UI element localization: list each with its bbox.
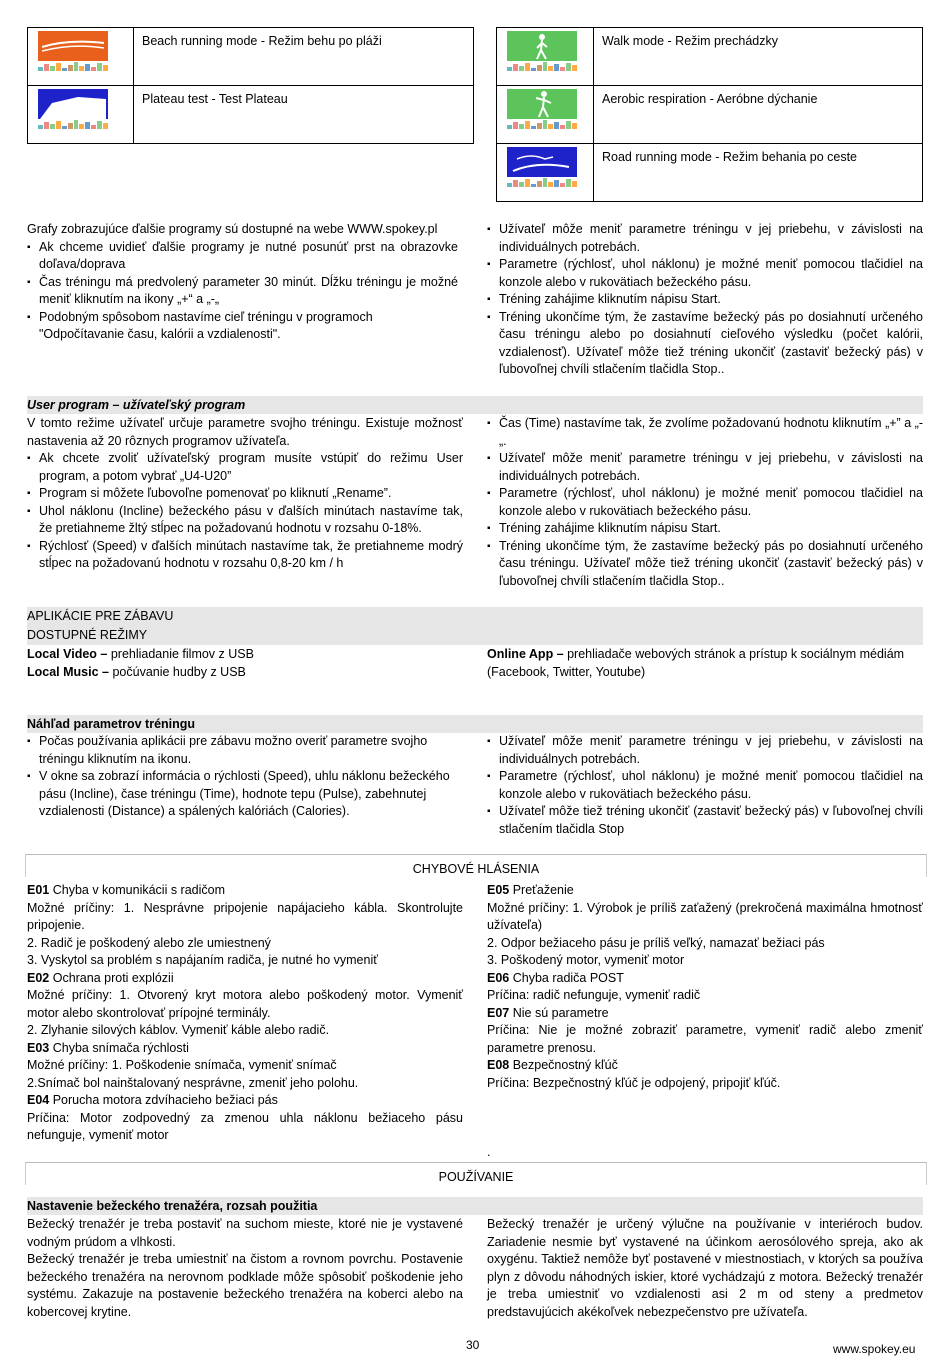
user-program-left-list bbox=[27, 450, 463, 573]
list-item: ▪ Tréning zahájime kliknutím nápisu Start. bbox=[487, 291, 923, 309]
usage-paragraph: Bežecký trenažér je určený výlučne na používanie v interiéroch budov. Zariadenie nesmie byť vystavené na účinkom aerosólového spreja, ako ak oxygénu. Taktiež nemôže byť postavené v miestnostiach, v ktorých sa používa plyn z dôvodu náhodných iskier, ktoré vychádzajú z motora. Bežecký trenažér je treba umiestniť vo vzdialenosti asi 2 m od steny a predmetov predstavujúcich akékoľvek nebezpečenstvo pre užívateľa. bbox=[487, 1217, 923, 1319]
error-text: 2. Zlyhanie silových káblov. Vymeniť káble alebo radič. bbox=[27, 1023, 330, 1037]
error-text: 2.Snímač bol nainštalovaný nesprávne, zmeniť jeho polohu. bbox=[27, 1075, 359, 1090]
preview-right-column bbox=[487, 733, 923, 838]
online-app-line bbox=[487, 646, 923, 681]
error-line bbox=[27, 882, 463, 900]
mode-label-road: Road running mode - Režim behania po ceste bbox=[594, 144, 923, 202]
intro-left-list bbox=[27, 239, 458, 344]
preview-right-list bbox=[487, 733, 923, 838]
page-number: 30 bbox=[466, 1338, 480, 1352]
list-item: ▪ Uhol náklonu (Incline) bežeckého pásu v ďalších minútach nastavíme tak, že pretiahneme žltý stĺpec na požadovanú hodnotu v rozsahu 0-18%. bbox=[27, 503, 463, 538]
error-line bbox=[487, 882, 923, 900]
local-music-name: Local Music – bbox=[27, 664, 109, 679]
intro-right-list bbox=[487, 221, 923, 379]
apps-subheading: DOSTUPNÉ REŽIMY bbox=[27, 626, 923, 645]
error-code: E06 bbox=[487, 970, 510, 985]
mode-icon-cell bbox=[497, 144, 594, 202]
error-text: Príčina: Nie je možné zobraziť parametre, vymeniť radič alebo zmeniť parametre prenosu. bbox=[487, 1023, 923, 1055]
list-item: ▪ Tréning ukončíme tým, že zastavíme bežecký pás po dosiahnutí určeného času tréningu. Užívateľ môže tiež tréning ukončiť (zastaviť bežecký pás) v ľubovoľnej chvíli stlačením tlačidla Stop.. bbox=[487, 538, 923, 591]
list-item: ▪ Užívateľ môže meniť parametre tréningu v jej priebehu, v závislosti na individuálnych potrebách. bbox=[487, 221, 923, 256]
usage-heading: POUŽÍVANIE bbox=[25, 1162, 927, 1185]
list-item: ▪ Užívateľ môže tiež tréning ukončiť (zastaviť bežecký pás) v ľubovoľnej chvíli stlačením tlačidla Stop bbox=[487, 803, 923, 838]
mode-label-aerobic: Aerobic respiration - Aeróbne dýchanie bbox=[594, 86, 923, 144]
error-text: Možné príčiny: 1. Nesprávne pripojenie napájacieho kábla. Skontrolujte pripojenie. bbox=[27, 900, 463, 932]
aerobic-icon bbox=[507, 89, 577, 129]
usage-left-column bbox=[27, 1216, 463, 1321]
error-text: Príčina: radič nefunguje, vymeniť radič bbox=[487, 988, 701, 1002]
mode-icon-cell bbox=[28, 86, 134, 144]
mode-label-walk: Walk mode - Režim prechádzky bbox=[594, 28, 923, 86]
error-name: Chyba v komunikácii s radičom bbox=[49, 883, 226, 897]
list-item: ▪ Program si môžete ľubovoľne pomenovať po kliknutí „Rename”. bbox=[27, 485, 463, 503]
errors-right-column bbox=[487, 882, 923, 1092]
error-text: Príčina: Motor zodpovedný za zmenou uhla náklonu bežiaceho pásu nefunguje, vymeniť motor bbox=[27, 1110, 463, 1142]
local-video-desc: prehliadanie filmov z USB bbox=[107, 647, 254, 661]
usage-paragraph: Bežecký trenažér je treba umiestniť na čistom a rovnom povrchu. Postavenie bežeckého trenažéra na nerovnom podklade môže spôsobiť poškodenie jeho systému. Zakazuje na postavenie bežeckého trenažéra na koberci alebo na kobercovej krytine. bbox=[27, 1252, 463, 1319]
usage-subheading: Nastavenie bežeckého trenažéra, rozsah použitia bbox=[27, 1197, 923, 1215]
error-name: Porucha motora zdvíhacieho bežiaci pás bbox=[49, 1093, 278, 1107]
error-code: E02 bbox=[27, 970, 50, 985]
apps-right-column bbox=[487, 646, 923, 681]
list-item: ▪ Tréning zahájime kliknutím nápisu Start. bbox=[487, 520, 923, 538]
mode-label-plateau: Plateau test - Test Plateau bbox=[134, 86, 474, 144]
local-video-name: Local Video – bbox=[27, 647, 108, 661]
error-text: 2. Odpor bežiaceho pásu je príliš veľký, namazať bežiaci pás bbox=[487, 935, 825, 950]
mode-icon-cell bbox=[497, 86, 594, 144]
list-item: ▪ V okne sa zobrazí informácia o rýchlosti (Speed), uhlu náklonu bežeckého pásu (Incline), čase tréningu (Time), hodnote tepu (Pulse), zabehnutej vzdialenosti (Distance) a spálených kalóriách (Calories). bbox=[27, 768, 463, 821]
list-item: ▪ Čas tréningu má predvolený parameter 30 minút. Dĺžku tréningu je možné meniť kliknutím na ikony „+“ a „-„ bbox=[27, 274, 458, 309]
list-item: ▪ Užívateľ môže meniť parametre tréningu v jej priebehu, v závislosti na individuálnych potrebách. bbox=[487, 450, 923, 485]
error-line bbox=[487, 1057, 923, 1075]
user-program-paragraph: V tomto režime užívateľ určuje parametre svojho tréningu. Existuje možnosť nastavenia až 20 rôznych programov užívateľa. bbox=[27, 416, 463, 448]
error-text: 3. Vyskytol sa problém s napájaním radiča, je nutné ho vymeniť bbox=[27, 953, 378, 967]
preview-heading: Náhľad parametrov tréningu bbox=[27, 715, 923, 733]
error-line bbox=[487, 970, 923, 988]
list-item: ▪ Rýchlosť (Speed) v ďalších minútach nastavíme tak, že pretiahneme modrý stĺpec na požadovanú hodnotu v rozsahu 0,8-20 km / h bbox=[27, 538, 463, 573]
error-code: E01 bbox=[27, 883, 50, 897]
list-item: ▪ Počas používania aplikácii pre zábavu možno overiť parametre svojho tréningu kliknutím na ikonu. bbox=[27, 733, 463, 768]
error-text: Príčina: Bezpečnostný kľúč je odpojený, pripojiť kľúč. bbox=[487, 1075, 781, 1090]
error-name: Ochrana proti explózii bbox=[49, 970, 174, 985]
user-program-heading: User program – užívateľský program bbox=[27, 396, 923, 414]
error-code: E07 bbox=[487, 1005, 510, 1020]
error-name: Nie sú parametre bbox=[509, 1005, 609, 1020]
list-item: ▪ Čas (Time) nastavíme tak, že zvolíme požadovanú hodnotu kliknutím „+” a „-„. bbox=[487, 415, 923, 450]
preview-left-column bbox=[27, 733, 463, 821]
list-item: ▪ Parametre (rýchlosť, uhol náklonu) je možné meniť pomocou tlačidiel na konzole alebo v rukovätiach bežeckého pásu. bbox=[487, 256, 923, 291]
user-program-left-column bbox=[27, 415, 463, 573]
error-text: Možné príčiny: 1. Poškodenie snímača, vymeniť snímač bbox=[27, 1058, 337, 1072]
error-name: Preťaženie bbox=[509, 883, 574, 897]
error-name: Bezpečnostný kľúč bbox=[509, 1058, 618, 1072]
modes-table-right bbox=[496, 27, 923, 202]
user-program-right-column bbox=[487, 415, 923, 590]
mode-icon-cell bbox=[28, 28, 134, 86]
apps-left-column bbox=[27, 646, 463, 681]
list-item: ▪ Ak chceme uvidieť ďalšie programy je nutné posunúť prst na obrazovke doľava/doprava bbox=[27, 239, 458, 274]
intro-right-column bbox=[487, 221, 923, 379]
errors-heading: CHYBOVÉ HLÁSENIA bbox=[25, 854, 927, 877]
list-item: ▪ Ak chcete zvoliť užívateľský program musíte vstúpiť do režimu User program, a potom vybrať „U4-U20” bbox=[27, 450, 463, 485]
list-item: ▪ Podobným spôsobom nastavíme cieľ tréningu v programoch "Odpočítavanie času, kalórii a vzdialenosti". bbox=[27, 309, 458, 344]
error-line bbox=[27, 970, 463, 988]
plateau-icon bbox=[38, 89, 108, 129]
list-item: ▪ Parametre (rýchlosť, uhol náklonu) je možné meniť pomocou tlačidiel na konzole alebo v rukovätiach bežeckého pásu. bbox=[487, 768, 923, 803]
usage-paragraph: Bežecký trenažér je treba postaviť na suchom mieste, ktoré nie je vystavené vodným prúdom a vlhkosti. bbox=[27, 1217, 463, 1249]
error-code: E08 bbox=[487, 1058, 510, 1072]
error-name: Chyba radiča POST bbox=[509, 970, 624, 985]
apps-heading: APLIKÁCIE PRE ZÁBAVU bbox=[27, 607, 923, 626]
error-text: 3. Poškodený motor, vymeniť motor bbox=[487, 953, 685, 967]
intro-paragraph: Grafy zobrazujúce ďalšie programy sú dostupné na webe WWW.spokey.pl bbox=[27, 222, 438, 236]
online-app-name: Online App – bbox=[487, 647, 564, 661]
error-text: Možné príčiny: 1. Výrobok je príliš zaťažený (prekročená maximálna hmotnosť užívateľa) bbox=[487, 900, 923, 932]
error-line bbox=[487, 1005, 923, 1023]
preview-left-list bbox=[27, 733, 463, 821]
local-music-desc: počúvanie hudby z USB bbox=[108, 664, 246, 679]
user-program-right-list bbox=[487, 415, 923, 590]
error-code: E03 bbox=[27, 1040, 50, 1055]
mode-label-beach: Beach running mode - Režim behu po pláži bbox=[134, 28, 474, 86]
error-code: E04 bbox=[27, 1093, 50, 1107]
road-running-icon bbox=[507, 147, 577, 187]
local-music-line bbox=[27, 664, 463, 682]
footer-website: www.spokey.eu bbox=[833, 1342, 916, 1356]
errors-left-column bbox=[27, 882, 463, 1145]
list-item: ▪ Užívateľ môže meniť parametre tréningu v jej priebehu, v závislosti na individuálnych potrebách. bbox=[487, 733, 923, 768]
error-line bbox=[27, 1040, 463, 1058]
error-text: Možné príčiny: 1. Otvorený kryt motora alebo poškodený motor. Vymeniť motor alebo skontrolovať prípojné terminály. bbox=[27, 988, 463, 1020]
list-item: ▪ Tréning ukončíme tým, že zastavíme bežecký pás po dosiahnutí určeného času tréningu alebo po dosiahnutí cieľového výsledku (počet kalórii, vzdialenosť). Užívateľ môže tiež tréning ukončiť (zastaviť bežecký pás) v ľubovoľnej chvíli stlačením tlačidla Stop.. bbox=[487, 309, 923, 379]
beach-running-icon bbox=[38, 31, 108, 71]
error-line bbox=[27, 1092, 463, 1110]
error-code: E05 bbox=[487, 883, 510, 897]
online-app-desc: prehliadače webových stránok a prístup k sociálnym médiám (Facebook, Twitter, Youtube) bbox=[487, 647, 905, 679]
stray-dot: . bbox=[487, 1145, 491, 1159]
list-item: ▪ Parametre (rýchlosť, uhol náklonu) je možné meniť pomocou tlačidiel na konzole alebo v rukovätiach bežeckého pásu. bbox=[487, 485, 923, 520]
modes-table-left bbox=[27, 27, 474, 144]
walk-icon bbox=[507, 31, 577, 71]
mode-icon-cell bbox=[497, 28, 594, 86]
local-video-line bbox=[27, 646, 463, 664]
intro-left-column bbox=[27, 221, 458, 344]
usage-right-column bbox=[487, 1216, 923, 1321]
error-text: 2. Radič je poškodený alebo zle umiestnený bbox=[27, 935, 271, 950]
error-name: Chyba snímača rýchlosti bbox=[49, 1040, 189, 1055]
